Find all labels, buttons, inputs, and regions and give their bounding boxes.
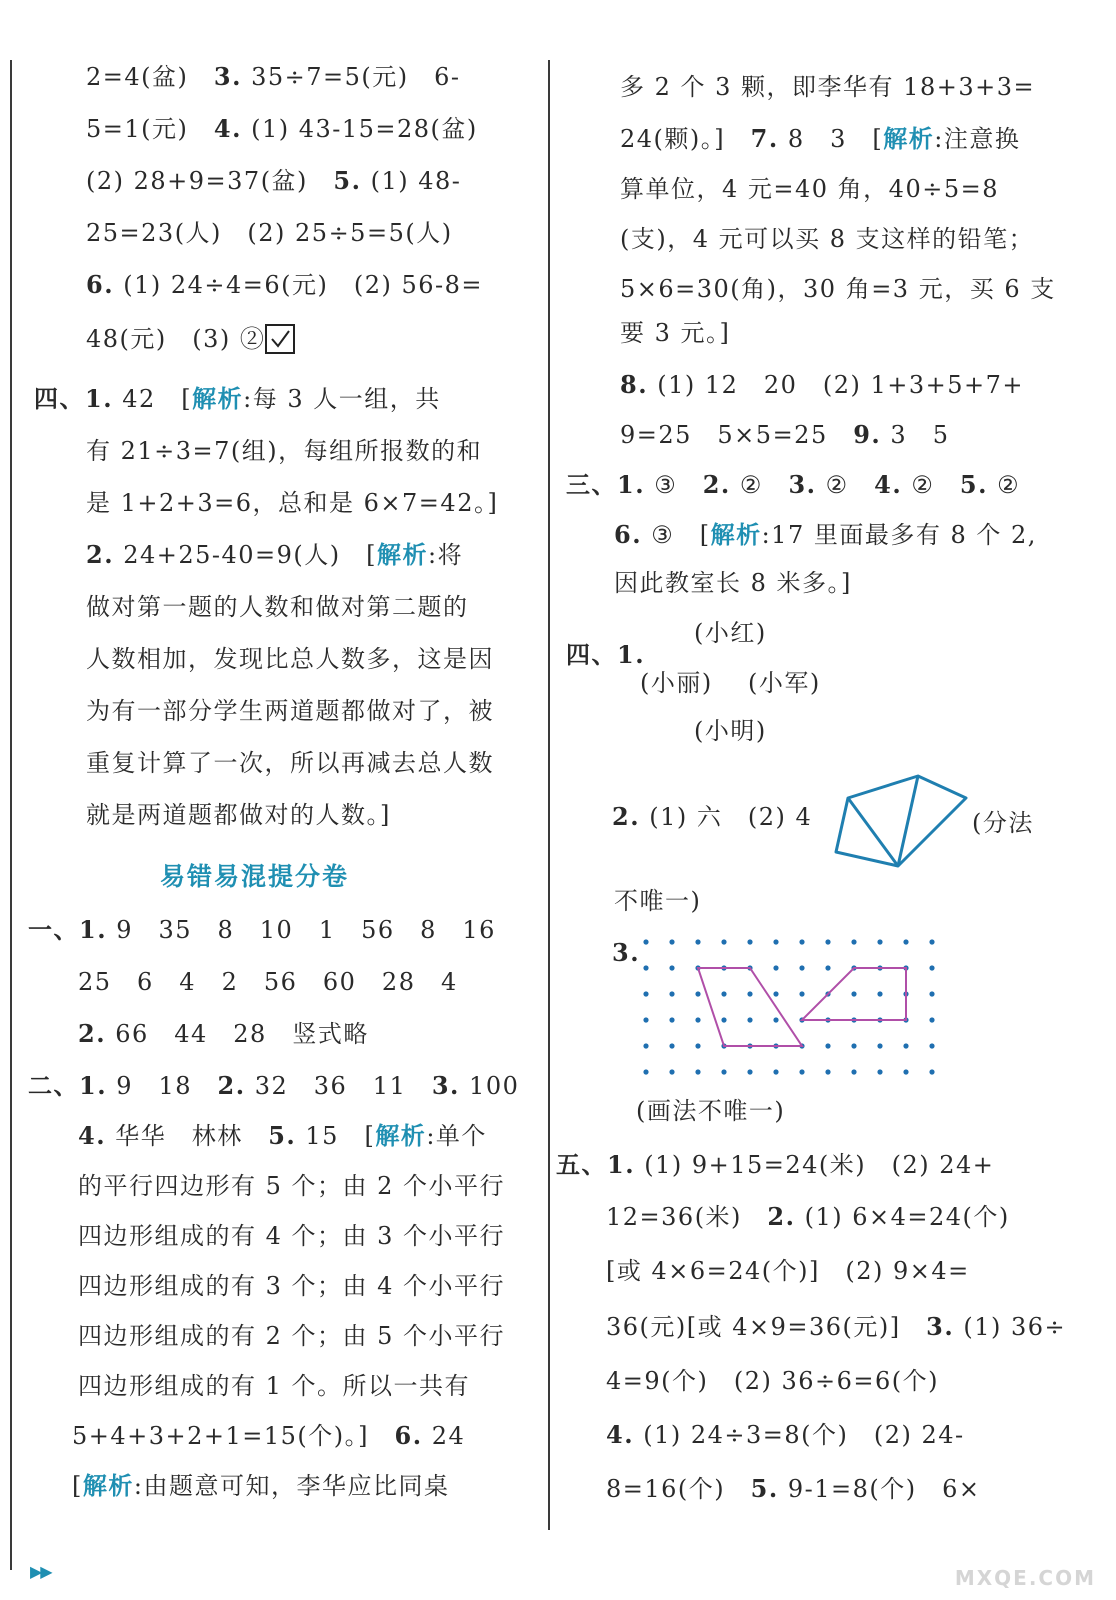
grid-dot	[929, 991, 934, 996]
right-q2-note-cont: 不唯一)	[614, 887, 702, 915]
right-line-4: (支)，4 元可以买 8 支这样的铅笔；	[620, 225, 1035, 253]
section4-line-7: 为有一部分学生两道题都做对了，被	[86, 697, 494, 725]
grid-dot	[799, 939, 804, 944]
grid-dot	[695, 1069, 700, 1074]
grid-dot	[669, 991, 674, 996]
grid-dot	[929, 965, 934, 970]
grid-dot	[747, 991, 752, 996]
grid-dot	[669, 965, 674, 970]
right-line-9: 三、1. ③ 2. ② 3. ② 4. ② 5. ②	[566, 470, 1021, 499]
column-divider	[548, 60, 550, 1530]
grid-dot	[877, 1069, 882, 1074]
part2-line-9: [解析:由题意可知，李华应比同桌	[72, 1471, 450, 1500]
grid-dot	[773, 1017, 778, 1022]
grid-dot	[773, 939, 778, 944]
grid-dot	[669, 939, 674, 944]
left-margin-rule	[10, 60, 12, 1570]
grid-dot	[695, 991, 700, 996]
grid-dot	[773, 991, 778, 996]
grid-dot	[695, 1043, 700, 1048]
grid-dot	[669, 1069, 674, 1074]
right-line-1: 多 2 个 3 颗，即李华有 18+3+3=	[620, 73, 1036, 101]
grid-dot	[903, 1043, 908, 1048]
grid-dot	[825, 1069, 830, 1074]
grid-dot	[747, 1017, 752, 1022]
grid-dot	[877, 991, 882, 996]
position-xiaoming: (小明)	[694, 717, 767, 745]
grid-dot	[799, 965, 804, 970]
part2-line-5: 四边形组成的有 3 个；由 4 个小平行	[78, 1272, 506, 1300]
grid-dot	[669, 1017, 674, 1022]
right-q2: 2. (1) 六 (2) 4	[612, 802, 813, 831]
left-line-5: 6. (1) 24÷4=6(元) (2) 56-8=	[86, 270, 484, 299]
part5-line-3: [或 4×6=24(个)] (2) 9×4=	[606, 1257, 970, 1285]
grid-dot	[877, 939, 882, 944]
part5-line-4: 36(元)[或 4×9=36(元)] 3. (1) 36÷	[606, 1312, 1067, 1341]
grid-dot	[643, 965, 648, 970]
grid-dot	[929, 939, 934, 944]
grid-dot	[695, 1017, 700, 1022]
right-line-5: 5×6=30(角)，30 角=3 元，买 6 支	[620, 275, 1056, 303]
part2-line-8: 5+4+3+2+1=15(个)。] 6. 24	[72, 1421, 466, 1450]
grid-dot	[773, 1069, 778, 1074]
right-q2-note: (分法	[972, 809, 1034, 837]
grid-dot	[929, 1043, 934, 1048]
grid-dot	[877, 1043, 882, 1048]
checkbox-checked-icon	[265, 324, 295, 354]
grid-dot	[669, 1043, 674, 1048]
section4-line-6: 人数相加，发现比总人数多，这是因	[86, 645, 494, 673]
section4-line-1: 四、1. 42 [解析:每 3 人一组，共	[34, 384, 441, 413]
section-title: 易错易混提分卷	[160, 862, 350, 891]
position-xiaoli: (小丽)	[640, 669, 713, 697]
grid-dot	[799, 1069, 804, 1074]
grid-dot	[643, 1043, 648, 1048]
section4-line-8: 重复计算了一次，所以再减去总人数	[86, 749, 494, 777]
part2-line-2: 4. 华华 林林 5. 15 [解析:单个	[78, 1121, 487, 1150]
part1-line-1: 一、1. 9 35 8 10 1 56 8 16	[28, 915, 496, 944]
part1-line-3: 2. 66 44 28 竖式略	[78, 1019, 369, 1048]
section4-line-5: 做对第一题的人数和做对第二题的	[86, 593, 469, 621]
grid-dot	[643, 1069, 648, 1074]
section4-line-2: 有 21÷3=7(组)，每组所报数的和	[86, 437, 483, 465]
part2-line-1: 二、1. 9 18 2. 32 36 11 3. 100	[28, 1071, 520, 1100]
left-line-3: (2) 28+9=37(盆) 5. (1) 48-	[86, 166, 462, 195]
left-line-1: 2=4(盆) 3. 35÷7=5(元) 6-	[86, 62, 461, 91]
part5-line-6: 4. (1) 24÷3=8(个) (2) 24-	[606, 1420, 965, 1449]
section4-line-4: 2. 24+25-40=9(人) [解析:将	[86, 540, 464, 569]
right-line-7: 8. (1) 12 20 (2) 1+3+5+7+	[620, 370, 1025, 399]
part2-line-3: 的平行四边形有 5 个；由 2 个小平行	[78, 1172, 506, 1200]
position-xiaojun: (小军)	[748, 669, 821, 697]
grid-dot	[851, 1043, 856, 1048]
right-line-10: 6. ③ [解析:17 里面最多有 8 个 2,	[614, 520, 1037, 549]
parallelogram-shape	[698, 968, 802, 1046]
grid-dot	[903, 1069, 908, 1074]
part5-line-2: 12=36(米) 2. (1) 6×4=24(个)	[606, 1202, 1010, 1231]
right-line-8: 9=25 5×5=25 9. 3 5	[620, 420, 950, 449]
grid-dot	[643, 991, 648, 996]
page-nav-arrows-icon: ▶▶	[30, 1562, 51, 1581]
grid-dot	[773, 965, 778, 970]
right-line-11: 因此教室长 8 米多。]	[614, 569, 852, 597]
right-line-6: 要 3 元。]	[620, 319, 731, 347]
grid-dot	[851, 991, 856, 996]
grid-dot	[643, 939, 648, 944]
grid-dot	[643, 1017, 648, 1022]
grid-dot	[695, 939, 700, 944]
grid-dot	[825, 965, 830, 970]
grid-dot	[799, 991, 804, 996]
grid-dot	[721, 939, 726, 944]
right-q3-note: (画法不唯一)	[636, 1097, 786, 1125]
watermark-logo: MXQE.COM	[954, 1566, 1096, 1590]
part5-line-7: 8=16(个) 5. 9-1=8(个) 6×	[606, 1474, 981, 1503]
part2-line-4: 四边形组成的有 4 个；由 3 个小平行	[78, 1222, 506, 1250]
grid-dot	[929, 1017, 934, 1022]
left-line-4: 25=23(人) (2) 25÷5=5(人)	[86, 219, 453, 247]
section4-line-3: 是 1+2+3=6，总和是 6×7=42。]	[86, 489, 499, 517]
grid-dot	[747, 1069, 752, 1074]
dot-grid-parallelogram-drawing	[636, 930, 956, 1080]
right-q3-label: 3.	[612, 938, 641, 967]
pentagon-division-diagram	[830, 770, 970, 870]
grid-dot	[721, 1017, 726, 1022]
position-xiaohong: (小红)	[694, 619, 767, 647]
grid-dot	[929, 1069, 934, 1074]
part1-line-2: 25 6 4 2 56 60 28 4	[78, 968, 458, 996]
section4-line-9: 就是两道题都做对的人数。]	[86, 801, 391, 829]
grid-dot	[903, 939, 908, 944]
part5-line-1: 五、1. (1) 9+15=24(米) (2) 24+	[556, 1150, 995, 1179]
grid-dot	[721, 1069, 726, 1074]
grid-dot	[851, 939, 856, 944]
grid-dot	[721, 991, 726, 996]
grid-dot	[825, 1043, 830, 1048]
left-line-6: 48(元) (3) ②	[86, 324, 295, 356]
part5-line-5: 4=9(个) (2) 36÷6=6(个)	[606, 1367, 940, 1395]
right-section4-label: 四、1.	[566, 640, 646, 669]
grid-dot	[825, 939, 830, 944]
right-line-3: 算单位，4 元=40 角，40÷5=8	[620, 175, 999, 203]
right-line-2: 24(颗)。] 7. 8 3 [解析:注意换	[620, 124, 1021, 153]
grid-dot	[851, 1069, 856, 1074]
part2-line-6: 四边形组成的有 2 个；由 5 个小平行	[78, 1322, 506, 1350]
left-line-2: 5=1(元) 4. (1) 43-15=28(盆)	[86, 114, 478, 143]
part2-line-7: 四边形组成的有 1 个。所以一共有	[78, 1372, 471, 1400]
grid-dot	[747, 939, 752, 944]
